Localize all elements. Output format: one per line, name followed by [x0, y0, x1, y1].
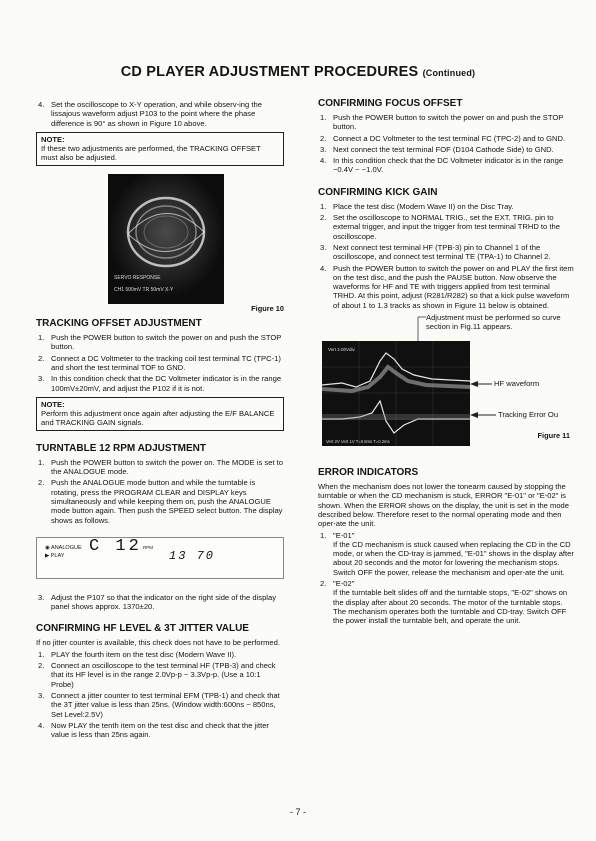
kick-pulse-waveform	[322, 341, 470, 446]
list-item	[36, 354, 284, 373]
step-text: Push the POWER button to switch the power on and push the STOP button.	[333, 113, 564, 132]
tracking-error-label: Tracking Error Ou	[498, 410, 559, 420]
figure-11-scope	[322, 341, 470, 446]
page-title-text: CD PLAYER ADJUSTMENT PROCEDURES	[120, 64, 419, 80]
play-label: PLAY	[50, 552, 65, 559]
note-label: NOTE:	[41, 399, 65, 409]
disc-icon: ◉	[45, 544, 50, 551]
note-box-ef-balance	[36, 397, 284, 431]
step-text: Set the oscilloscope to X-Y operation, and while observ-ing the lissajous waveform adjust P103 to the point where the phase difference is 90° as shown in Figure 10 above.	[51, 100, 262, 128]
step-number: 3.	[38, 374, 45, 384]
step-text: Push the POWER button to switch the power on and PLAY the first item on the test disc, and the push the PAUSE button. Now observe the waveforms for HF and TE with triggers applied from test terminal TRHD. At this point, adjust (R281/R282) so that a kick pulse waveform of about 1 to 1.3 tracks as shown in Figure 11 below is obtained.	[333, 263, 574, 310]
step-text: Adjust the P107 so that the indicator on the right side of the display panel shows approx. 1370±20.	[51, 592, 277, 612]
step-text: In this condition check that the DC Voltmeter indicator is in the range −0.4V ~ −1.0V.	[333, 156, 564, 175]
right-column	[318, 98, 574, 628]
list-item	[318, 145, 574, 154]
focus-offset-heading: CONFIRMING FOCUS OFFSET	[318, 98, 463, 109]
display-panel	[36, 537, 284, 579]
step4-list	[36, 100, 284, 128]
play-icon: ▶	[45, 552, 50, 559]
play-indicator	[45, 552, 64, 561]
hf-waveform-label: HF waveform	[494, 379, 540, 389]
figure-11-label: Figure 11	[537, 431, 570, 441]
step-text: Connect a DC Voltmeter to the tracking coil test terminal TC (TPC-1) and short the test terminal TOF to GND.	[51, 353, 281, 372]
list-item	[36, 333, 284, 352]
step-text: Next connect the test terminal FOF (D104 Cathode Side) to GND.	[333, 144, 554, 154]
tracking-offset-heading: TRACKING OFFSET ADJUSTMENT	[36, 318, 202, 330]
error-text: If the turntable belt slides off and the turntable stops, "E-02" shows on the display after about 20 seconds. The motor of the turntable stops. The mechanism operates both the turntable and CD-tray. Switch OFF the power install the turntable belt, and operate the unit.	[333, 588, 568, 626]
step-number: 3.	[38, 690, 45, 700]
step-number: 1.	[320, 113, 327, 122]
turntable-heading: TURNTABLE 12 RPM ADJUSTMENT	[36, 442, 207, 454]
scope-readout-top: Vert 2.00Vdiv	[328, 347, 355, 353]
step-number: 4.	[320, 263, 327, 273]
step-text: In this condition check that the DC Voltmeter indicator is in the range 100mV±20mV, and adjust the P102 if it is not.	[51, 374, 282, 393]
step4-item	[36, 100, 284, 128]
step-number: 4.	[38, 720, 45, 730]
step-number: 2.	[320, 579, 327, 589]
list-item	[318, 113, 574, 132]
list-item	[318, 243, 574, 262]
step-number: 3.	[320, 144, 327, 154]
error-indicators-heading: ERROR INDICATORS	[318, 467, 419, 479]
step-text: Connect an oscilloscope to the test terminal HF (TPB-3) and check that its HF level is in the range 2.0Vp-p ~ 3.3Vp-p. (Use a 10:1 Probe)	[51, 661, 276, 689]
analogue-label: ANALOGUE	[51, 544, 82, 551]
list-item	[36, 691, 284, 719]
focus-offset-list	[318, 113, 574, 175]
step-text: Connect a DC Voltmeter to the test terminal FC (TPC-2) and to GND.	[333, 133, 566, 143]
step-number: 1.	[38, 649, 45, 659]
step-number: 2.	[38, 353, 45, 363]
hf-level-intro: If no jitter counter is available, this check does not have to be performed.	[36, 638, 280, 648]
list-item	[318, 213, 574, 241]
step-number: 3.	[38, 592, 45, 602]
error-code: "E-02"	[333, 579, 355, 589]
figure-11-callout: Adjustment must be performed so curve section in Fig.11 appears.	[426, 313, 561, 332]
step-text: Push the ANALOGUE mode button and while the turntable is rotating, press the PROGRAM CLEAR and DISPLAY keys simultaneously and while keeping them on, push the ANALOGUE mode button again. Then push the SPEED select button. The display shows as follows.	[51, 478, 283, 525]
list-item	[36, 721, 284, 740]
step-text: Connect a jitter counter to test terminal EFM (TPB-1) and check that the 3T jitter value is less than 25ns. (Window width:600ns ~ 850ns, Set Level:2.5V)	[51, 690, 280, 719]
step-number: 1.	[320, 201, 327, 211]
scope-caption-top: SERVO RESPONSE	[114, 274, 161, 281]
note-text: If these two adjustments are performed, the TRACKING OFFSET must also be adjusted.	[41, 144, 261, 163]
segment-display-value: 13 70	[169, 548, 216, 563]
hf-level-heading: CONFIRMING HF LEVEL & 3T JITTER VALUE	[36, 623, 249, 635]
page-number: - 7 -	[289, 807, 306, 817]
list-item	[36, 478, 284, 524]
kick-gain-list	[318, 202, 574, 310]
kick-gain-heading: CONFIRMING KICK GAIN	[318, 186, 438, 198]
figure-10-label: Figure 10	[251, 303, 284, 313]
step-text: Push the POWER button to switch the power on and push the STOP button.	[51, 333, 282, 352]
note-text: Perform this adjustment once again after adjusting the E/F BALANCE and TRACKING GAIN signals.	[41, 409, 275, 428]
step-number: 1.	[38, 457, 45, 467]
step-text: Place the test disc (Modern Wave II) on the Disc Tray.	[333, 201, 514, 211]
page-title	[0, 64, 596, 80]
step-number: 1.	[38, 333, 45, 343]
rpm-label: RPM	[143, 544, 153, 550]
list-item	[318, 579, 574, 625]
step-text: Push the POWER button to switch the power on. The MODE is set to the ANALOGUE mode.	[51, 457, 283, 477]
step-text: Set the oscilloscope to NORMAL TRIG., set the EXT. TRIG. pin to external trigger, and input the trigger from test terminal TRHD to the oscilloscope.	[333, 213, 560, 241]
step-text: Now PLAY the tenth item on the test disc and check that the jitter value is less than 25ns again.	[51, 720, 269, 740]
turntable-list-cont	[36, 593, 284, 612]
step-number: 1.	[320, 530, 327, 540]
note-box-tracking	[36, 132, 284, 166]
list-item	[36, 650, 284, 659]
list-item	[36, 374, 284, 393]
tracking-offset-list	[36, 333, 284, 393]
step-number: 2.	[320, 133, 327, 143]
turntable-list	[36, 458, 284, 525]
list-item	[318, 134, 574, 143]
segment-display-code: C 12	[89, 536, 142, 556]
hf-level-list	[36, 650, 284, 740]
list-item	[36, 458, 284, 477]
step-number: 4.	[38, 100, 45, 109]
step-text: Next connect test terminal HF (TPB-3) pin to Channel 1 of the oscilloscope, and connect test terminal TE (TPA-1) to Channel 2.	[333, 242, 551, 262]
step-number: 2.	[38, 478, 45, 488]
note-label: NOTE:	[41, 134, 65, 144]
error-intro: When the mechanism does not lower the tonearm caused by stopping the turntable or when the CD mechanism is stuck, ERROR "E-01" or "E-02" is shown. When the ERROR shows on the display, the unit is set in the mode described below. Therefore reset to the normal operating mode and then oper-ate the unit.	[318, 482, 570, 529]
error-code: "E-01"	[333, 530, 355, 540]
page-title-suffix: (Continued)	[422, 68, 476, 78]
list-item	[318, 202, 574, 211]
scope-caption-bottom: CH1 500mV TR 50mV X-Y	[114, 286, 174, 293]
list-item	[318, 531, 574, 577]
step-text: PLAY the fourth item on the test disc (Modern Wave II).	[51, 649, 237, 659]
list-item	[318, 156, 574, 175]
list-item	[36, 661, 284, 689]
step-number: 3.	[320, 242, 327, 252]
scope-readout-bottom: Vert 2V Vert 1V T=0.5ms T=0.2ms	[326, 439, 390, 445]
figure-11-area	[318, 313, 574, 455]
step-number: 2.	[320, 213, 327, 223]
error-text: If the CD mechanism is stuck caused when replacing the CD in the CD mode, or when the CD-tray is jammed, "E-01" shows in the display after about 20 seconds and the motor for lowering the mechanism stops. Switch OFF the power, release the mechanism and oper-ate the unit.	[333, 539, 574, 577]
left-column	[36, 100, 284, 741]
lissajous-waveform	[108, 174, 224, 304]
step-number: 2.	[38, 661, 45, 671]
error-list	[318, 531, 574, 626]
list-item	[36, 593, 284, 612]
step-number: 4.	[320, 156, 327, 166]
figure-10-scope	[108, 174, 224, 304]
list-item	[318, 264, 574, 310]
